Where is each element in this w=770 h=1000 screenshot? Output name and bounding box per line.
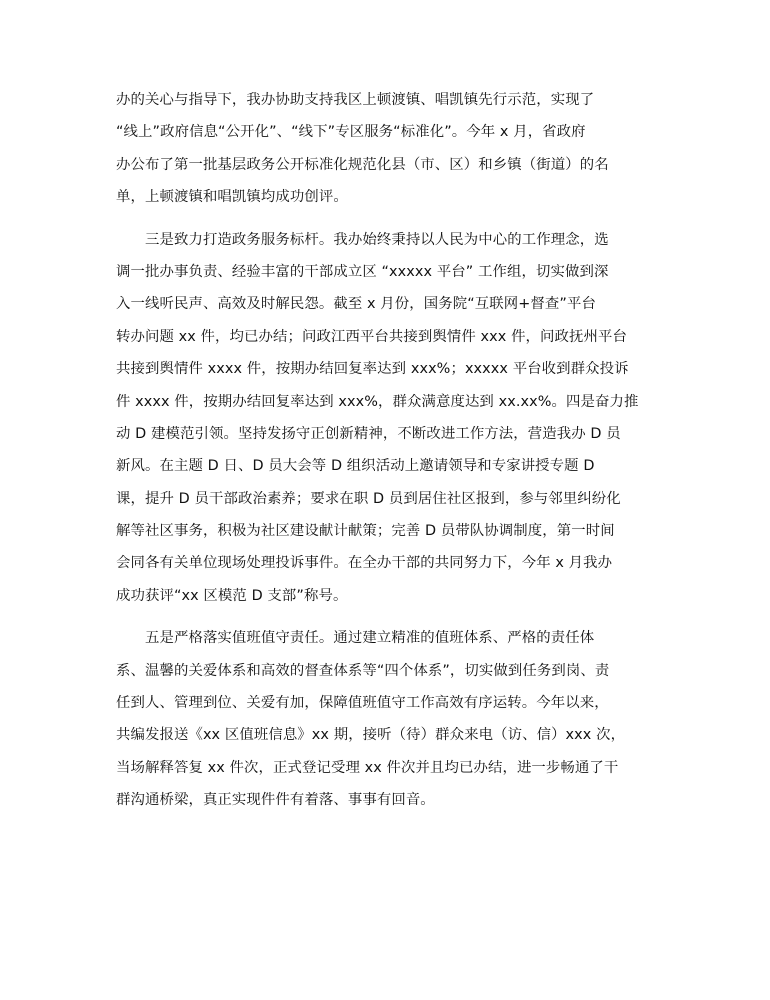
paragraph-1: [116, 84, 660, 214]
paragraph-2: [116, 224, 660, 613]
text-line: 系、温馨的关爱体系和高效的督查体系等“四个体系”，切实做到任务到岗、责: [116, 662, 610, 679]
paragraph-gap: [116, 214, 660, 224]
text-line: 成功获评“xx 区模范 D 支部”称号。: [116, 587, 348, 604]
text-line: 五是严格落实值班值守责任。通过建立精准的值班体系、严格的责任体: [116, 630, 595, 647]
text-line: 新风。在主题 D 日、D 员大会等 D 组织活动上邀请领导和专家讲授专题 D: [116, 458, 595, 475]
paragraph-gap: [116, 612, 660, 622]
text-line: “线上”政府信息“公开化”、“线下”专区服务“标准化”。今年 x 月，省政府: [116, 124, 586, 141]
text-line: 群沟通桥梁，真正实现件件有着落、事事有回音。: [116, 792, 435, 809]
text-line: 件 xxxx 件，按期办结回复率达到 xxx%，群众满意度达到 xx.xx%。四是奋力推: [116, 393, 639, 410]
text-line: 单，上顿渡镇和唱凯镇均成功创评。: [116, 189, 348, 206]
text-line: 转办问题 xx 件，均已办结；问政江西平台共接到舆情件 xxx 件，问政抚州平台: [116, 328, 627, 345]
text-line: 三是致力打造政务服务标杆。我办始终秉持以人民为中心的工作理念，选: [116, 231, 609, 248]
text-line: 会同各有关单位现场处理投诉事件。在全办干部的共同努力下，今年 x 月我办: [116, 555, 613, 572]
paragraph-3: [116, 622, 660, 816]
text-line: 解等社区事务，积极为社区建设献计献策；完善 D 员带队协调制度，第一时间: [116, 523, 615, 540]
text-line: 调一批办事负责、经验丰富的干部成立区 “xxxxx 平台” 工作组，切实做到深: [116, 263, 609, 280]
text-line: 共接到舆情件 xxxx 件，按期办结回复率达到 xxx%；xxxxx 平台收到群众投诉: [116, 361, 629, 378]
text-line: 办的关心与指导下，我办协助支持我区上顿渡镇、唱凯镇先行示范，实现了: [116, 92, 595, 108]
text-line: 入一线听民声、高效及时解民怨。截至 x 月份，国务院“互联网+督查”平台: [116, 296, 596, 313]
text-line: 共编发报送《xx 区值班信息》xx 期，接听（待）群众来电（访、信）xxx 次，: [116, 727, 626, 744]
text-line: 课，提升 D 员干部政治素养；要求在职 D 员到居住社区报到，参与邻里纠纷化: [116, 490, 621, 507]
text-line: 动 D 建模范引领。坚持发扬守正创新精神，不断改进工作方法，营造我办 D 员: [116, 425, 621, 442]
text-line: 办公布了第一批基层政务公开标准化规范化县（市、区）和乡镇（街道）的名: [116, 156, 609, 173]
text-line: 任到人、管理到位、关爱有加，保障值班值守工作高效有序运转。今年以来，: [116, 695, 609, 712]
text-line: 当场解释答复 xx 件次，正式登记受理 xx 件次并且均已办结，进一步畅通了干: [116, 759, 619, 776]
